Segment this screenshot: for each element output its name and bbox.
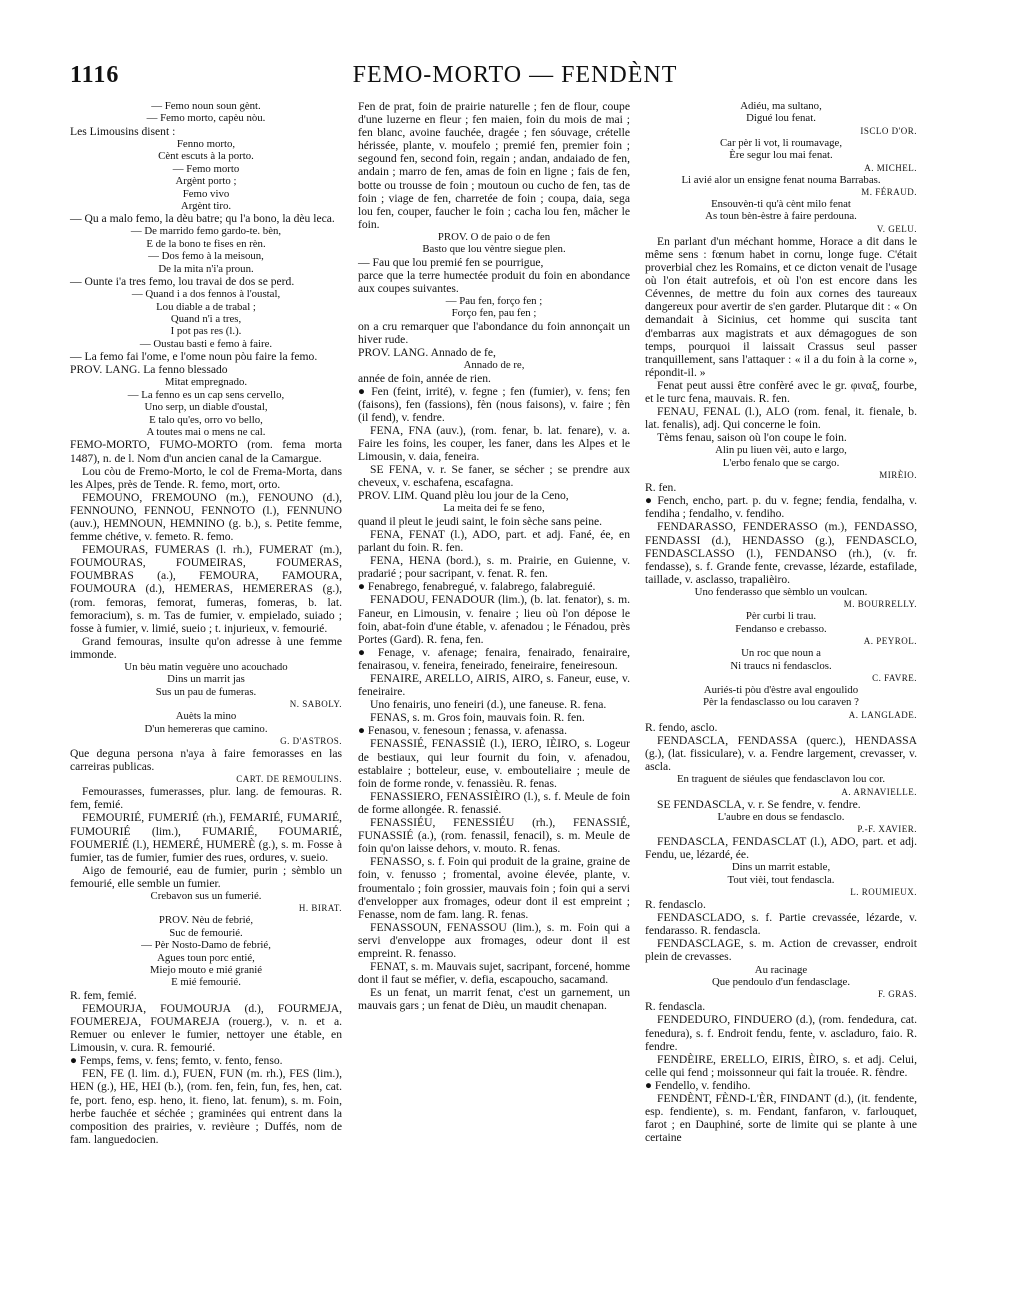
quotation-line: Pèr la fendasclasso ou lou caraven ? — [703, 696, 859, 709]
quotation-line: Au racinage — [754, 963, 808, 976]
quotation-line: Argènt porto ; — [175, 175, 237, 188]
quotation-line: — De marrido femo gardo-te. bèn, — [130, 225, 282, 238]
entry-paragraph: FEMOURJA, FOUMOURJA (d.), FOURMEJA, FOUMEREJA, FOUMAREJA (rouerg.), v. n. et a. Remuer ou enlever le fumier, nettoyer une étable, en Limousin, v. cura. R. femourié. — [70, 1001, 342, 1055]
quotation-line: — Quand i a dos fennos à l'oustal, — [131, 288, 281, 301]
entry-paragraph: FENA, FNA (auv.), (rom. fenar, b. lat. fenare), v. a. Faire les foins, les couper, les faner, dans les Alpes et le Limousin, v. daia, feneira. — [358, 423, 630, 464]
quotation-line: Miejo mouto e mié granié — [149, 964, 263, 976]
quotation-line: As toun bèn-èstre à faire perdouna. — [705, 210, 857, 223]
entry-paragraph: PROV. LANG. La fenno blessado — [70, 363, 228, 377]
quotation-line: Quand n'i a tres, — [170, 312, 242, 325]
entry-paragraph: FENDASCLAGE, s. m. Action de crevasser, endroit plein de crevasses. — [645, 937, 917, 964]
entry-paragraph: Grand femouras, insulte qu'on adresse à une femme immonde. — [70, 634, 342, 661]
quotation-line: — Dos femo à la meisoun, — [148, 250, 264, 263]
entry-paragraph: FENASSIERO, FENASSIÈIRO (l.), s. f. Meule de foin de forme allongée. R. fenassié. — [358, 789, 630, 816]
quotation-line: — Femo morto, capèu nòu. — [146, 112, 266, 125]
quotation-line: — Pau fen, forço fen ; — [445, 295, 543, 308]
quotation-line: Sus un pau de fumeras. — [155, 685, 257, 698]
quotation-line: Un bèu matin veguère uno acouchado — [124, 661, 288, 673]
entry-paragraph: FENAT, s. m. Mauvais sujet, sacripant, forcené, homme dont il faut se méfier, v. defia, escapoucho, sacamand. — [358, 960, 630, 987]
quotation-line: Ensouvèn-ti qu'à cènt milo fenat — [711, 198, 851, 211]
entry-paragraph: quand il pleut le jeudi saint, le foin sèche sans peine. — [358, 514, 603, 528]
citation-source: G. D'ASTROS. — [280, 736, 342, 747]
entry-paragraph: FENA, FENAT (l.), ADO, part. et adj. Fané, ée, en parlant du foin. R. fen. — [358, 527, 630, 555]
quotation-line: Annado de re, — [463, 359, 525, 372]
entry-paragraph: FENDEDURO, FINDUERO (d.), (rom. fendedura, cat. fenedura), s. f. Endroit fendu, fente, v. ascladuro, faio. R. fendre. — [645, 1013, 917, 1053]
entry-paragraph: PROV. LANG. Annado de fe, — [358, 346, 496, 360]
entry-paragraph: Fenat peut aussi être confèré avec le gr. φιναξ, fourbe, et le turc fena, mauvais. R. fen. — [645, 378, 917, 405]
citation-source: MIRÈIO. — [879, 470, 917, 481]
entry-paragraph: — Ounte i'a tres femo, lou travai de dos se perd. — [70, 275, 295, 289]
entry-paragraph: Tèms fenau, saison où l'on coupe le foin. — [657, 431, 847, 445]
quotation-line: — La fenno es un cap sens cervello, — [127, 388, 285, 401]
entry-paragraph: FENDARASSO, FENDERASSO (m.), FENDASSO, FENDASSI (d.), HENDASSO (g.), FENDASCLO, FENDASCLASSO (l.), FENDANSO (rh.), (v. fr. fendasse), s. f. Grande fente, crevasse, lézarde, estafilade, taillade, v. asclasso, trapalièiro. — [645, 520, 917, 586]
citation-source: CART. DE REMOULINS. — [236, 774, 342, 785]
entry-paragraph: FENA, HENA (bord.), s. m. Prairie, en Guienne, v. pradarié ; pour sacripant, v. fenat. R. fen. — [358, 554, 630, 581]
entry-paragraph: Es un fenat, un marrit fenat, c'est un garnement, un mauvais gars ; un fenat de Dièu, un maudit chenapan. — [358, 986, 630, 1013]
entry-paragraph: on a cru remarquer que l'abondance du foin annonçait un hiver rude. — [358, 319, 630, 346]
quotation-line: E de la bono te fises en rèn. — [146, 237, 266, 250]
quotation-line: Cènt escuts à la porto. — [158, 150, 254, 163]
citation-source: A. MICHEL. — [864, 162, 917, 173]
entry-paragraph: ● Fenabrego, fenabregué, v. falabrego, falabreguié. — [358, 580, 596, 594]
entry-paragraph: R. fen. — [645, 481, 677, 495]
entry-paragraph: FEMO-MORTO, FUMO-MORTO (rom. fema morta 1487), n. de l. Nom d'un ancien canal de la Camargue. — [70, 438, 342, 465]
quotation-line: La meita dei fe se feno, — [443, 502, 545, 515]
entry-paragraph: PROV. LIM. Quand plèu lou jour de la Ceno, — [358, 489, 569, 503]
quotation-line: I pot pas res (l.). — [170, 325, 242, 338]
entry-paragraph: FENASSIÉU, FENESSIÉU (rh.), FENASSIÉ, FUNASSIÉ (a.), (rom. fenassil, fenacil), s. m. Meule de foin qu'on laisse dehors, v. mouto. R. fenas. — [358, 816, 630, 856]
entry-paragraph: ● Fenage, v. afenage; fenaira, fenairado, fenairaire, fenairasou, v. feneira, feneirado, feneiraire, feneiresoun. — [358, 645, 630, 672]
entry-paragraph: Femourasses, fumerasses, plur. lang. de femouras. R. fem, femié. — [70, 785, 342, 812]
entry-paragraph: — Qu a malo femo, la dèu batre; qu l'a bono, la dèu leca. — [70, 212, 335, 226]
column-right — [645, 100, 917, 1144]
quotation-line: — Pèr Nosto-Damo de febrié, — [141, 939, 271, 952]
quotation-line: PROV. O de paio o de fen — [437, 230, 551, 243]
entry-paragraph: R. fendascla. — [645, 1000, 706, 1014]
quotation-line: — Femo morto — [172, 162, 240, 175]
quotation-line: — Oustau basti e femo à faire. — [139, 337, 273, 350]
quotation-line: PROV. Nèu de febrié, — [158, 914, 254, 927]
citation-source: ISCLO D'OR. — [860, 125, 917, 136]
quotation-line: Alin pu liuen vèi, auto e largo, — [715, 444, 847, 457]
entry-paragraph: ● Femps, fems, v. fens; femto, v. fento, fenso. — [70, 1054, 283, 1068]
quotation-line: E mié femourié. — [171, 976, 241, 989]
entry-paragraph: FEN, FE (l. lim. d.), FUEN, FUN (m. rh.), FES (lim.), HEN (g.), HE, HEI (b.), (rom. fen, fein, fun, fes, hen, cat. fe, port. feno, esp. heno, it. fieno, lat. fenum), s. m. Foin, herbe fauchée et séchée ; graminées qui entrent dans la composition des prairies, v. revièure ; Duffés, nom de fam. languedocien. — [70, 1067, 342, 1146]
citation-source: F. GRAS. — [877, 989, 917, 1000]
quotation-line: — Femo noun soun gènt. — [151, 100, 261, 112]
column-left — [70, 100, 342, 1146]
quotation-line: Ère segur lou mai fenat. — [729, 149, 833, 162]
entry-paragraph: FENASSIÉ, FENASSIÈ (l.), IERO, IÈIRO, s. Logeur de bestiaux, qui leur fournit du foin, v. afenadou, establaire ; botteleur, euse, v. embouteliaire ; meule de foin de forme ronde, v. fenassièu. R. fenas. — [358, 737, 630, 790]
quotation-line: Dins un marrit jas — [167, 673, 245, 686]
entry-paragraph: Aigo de femourié, eau de fumier, purin ; sèmblo un femourié, elle semble un fumier. — [70, 863, 342, 890]
quotation-line: Pèr curbi li trau. — [745, 610, 817, 623]
quotation-line: Crebavon sus un fumerié. — [150, 889, 262, 902]
quotation-line: Fendanso e crebasso. — [735, 622, 827, 635]
quotation-line: Fenno morto, — [176, 137, 236, 150]
citation-source: A. PEYROL. — [863, 636, 917, 647]
page-header — [70, 62, 960, 96]
entry-paragraph: FENDÈNT, FÈND-L'ÈR, FINDANT (d.), (it. fendente, esp. fendiente), s. m. Fendant, fanfaron, v. farlouquet, farot ; en Dauphiné, sorte de limite qui se plante à une certaine — [645, 1091, 917, 1145]
entry-paragraph: FEMOURIÉ, FUMERIÉ (rh.), FEMARIÉ, FUMARIÉ, FUMOURIÉ (lim.), FUMARIÉ, FOUMARIÉ, FOUMERIÉ (l.), HEMERÉ, HUMERÈ (g.), s. m. Fosse à fumier, tas de fumier, fumier des rues, ordures, v. sueio. — [70, 811, 342, 864]
quotation-line: Forço fen, pau fen ; — [451, 307, 537, 320]
entry-paragraph: Fen de prat, foin de prairie naturelle ; fen de flour, coupe d'une luzerne en fleur ; fen maien, foin du mois de mai ; fen blanc, avoine fauchée, dragée ; fen sóuvage, crételle hérissée, plante, v. moufelo ; premié fen, premier foin ; segound fen, second foin, regain ; andan, andaiado de fen, andain ; marro de fen, amas de foin en ligne ; fais de fen, botte ou trousse de foin ; moutoun ou cucho de fen, tas de foin ; viage de fen, charretée de foin ; coupa, daia, sega lou fen, couper, faucher le foin ; cacha lou fen, mâcher le foin. — [358, 100, 630, 231]
citation-source: H. BIRAT. — [298, 903, 342, 914]
quotation-line: L'erbo fenalo que se cargo. — [722, 456, 840, 469]
quotation-line: Tout vièi, tout fendascla. — [727, 873, 835, 886]
citation-source: V. GELU. — [876, 223, 917, 234]
citation-source: L. ROUMIEUX. — [850, 887, 917, 898]
quotation-line: Argènt tiro. — [180, 199, 232, 212]
entry-paragraph: R. fendo, asclo. — [645, 720, 718, 734]
quotation-line: Que pendoulo d'un fendasclage. — [711, 975, 851, 988]
entry-paragraph: ● Fendello, v. fendiho. — [645, 1078, 751, 1092]
entry-paragraph: ● Fench, encho, part. p. du v. fegne; fendia, fendalha, v. fendiha ; fendalho, v. fendiho. — [645, 494, 917, 521]
citation-source: A. ARNAVIELLE. — [841, 786, 917, 797]
entry-paragraph: FENAS, s. m. Gros foin, mauvais foin. R. fen. — [370, 711, 585, 725]
entry-paragraph: — Fau que lou premié fen se pourrigue, — [358, 255, 544, 269]
citation-source: C. FAVRE. — [872, 672, 917, 683]
entry-paragraph: SE FENA, v. r. Se faner, se sécher ; se prendre aux cheveux, v. eschafena, escafagna. — [358, 463, 630, 490]
entry-paragraph: Uno fenairis, uno feneiri (d.), une faneuse. R. fena. — [370, 698, 607, 712]
entry-paragraph: Que deguna persona n'aya à faire femorasses en las carreiras publicas. — [70, 747, 342, 774]
quotation-line: De la mita n'i'a proun. — [158, 262, 254, 275]
entry-paragraph: FENDASCLA, FENDASCLAT (l.), ADO, part. et adj. Fendu, ue, lézardé, ée. — [645, 835, 917, 862]
entry-paragraph: FENDASCLA, FENDASSA (querc.), HENDASSA (g.), (lat. fissiculare), v. a. Fendre largement, crevasser, v. ascla. — [645, 733, 917, 774]
entry-paragraph: — La femo fai l'ome, e l'ome noun pòu faire la femo. — [70, 350, 318, 364]
quotation-line: Uno fenderasso que sèmblo un voulcan. — [694, 585, 868, 598]
quotation-line: Auriés-ti pòu d'èstre aval engoulido — [703, 683, 859, 696]
entry-paragraph: SE FENDASCLA, v. r. Se fendre, v. fendre. — [657, 797, 861, 811]
entry-paragraph: FENAIRE, ARELLO, AIRIS, AIRO, s. Faneur, euse, v. feneiraire. — [358, 672, 630, 699]
citation-source: M. BOURRELLY. — [843, 599, 917, 610]
running-title: FEMO-MORTO — FENDÈNT — [352, 62, 678, 88]
entry-paragraph: FEMOUNO, FREMOUNO (m.), FENOUNO (d.), FENNOUNO, FENNOU, FENNOTO (l.), FENNUNO (auv.), HEMNOUN, HEMNINO (g. b.), s. Petite femme, femme chétive, v. femeto. R. femo. — [70, 490, 342, 544]
entry-paragraph: FENDASCLADO, s. f. Partie crevassée, lézarde, v. fendarasso. R. fendascla. — [645, 911, 917, 938]
entry-paragraph: parce que la terre humectée produit du foin en abondance aux coupes suivantes. — [358, 268, 630, 295]
citation-source: A. LANGLADE. — [848, 709, 917, 720]
quotation-line: Lou diable a de trabal ; — [156, 300, 256, 313]
quotation-line: Suc de femourié. — [169, 926, 243, 939]
entry-paragraph: R. fendasclo. — [645, 898, 706, 912]
quotation-line: D'un hemereras que camino. — [144, 722, 268, 735]
page-number: 1116 — [70, 62, 120, 88]
column-middle — [358, 100, 630, 1012]
quotation-line: A toutes mai o mens ne cal. — [146, 426, 266, 438]
entry-paragraph: FENASSO, s. f. Foin qui produit de la graine, graine de foin, v. fenusso ; fromental, avoine élevée, plante, v. froumentalo ; foin grossier, mauvais foin ; foin qui a servi d'envelopper aux fromages, odeur dont il est empreint ; Fenasse, nom de fam. lang. R. fenas. — [358, 855, 630, 921]
quotation-line: Auèts la mino — [175, 710, 237, 723]
citation-source: P.-F. XAVIER. — [857, 824, 917, 835]
entry-paragraph: FENASSOUN, FENASSOU (lim.), s. m. Foin qui a servi d'enveloppe aux fromages, odeur dont il est empreint. R. fenasso. — [358, 920, 630, 960]
quotation-line: L'aubre en dous se fendasclo. — [717, 810, 845, 823]
quotation-line: Digué lou fenat. — [746, 112, 816, 125]
quotation-line: Mitat empregnado. — [164, 376, 248, 389]
quotation-line: Adiéu, ma sultano, — [740, 100, 822, 112]
quotation-line: Un roc que noun a — [741, 647, 821, 660]
citation-source: N. SABOLY. — [289, 699, 342, 710]
entry-paragraph: FENDÈIRE, ERELLO, EIRIS, ÈIRO, s. et adj. Celui, celle qui fend ; moissonneur qui fait la trouée. R. fèndre. — [645, 1052, 917, 1079]
entry-paragraph: R. fem, femié. — [70, 988, 137, 1002]
quotation-line: Dins un marrit estable, — [731, 861, 831, 874]
citation-source: M. FÉRAUD. — [861, 187, 917, 198]
quotation-line: Uno serp, un diable d'oustal, — [144, 401, 268, 414]
quotation-line: E talo qu'es, orro vo bello, — [149, 413, 263, 426]
entry-paragraph: Lou còu de Fremo-Morto, le col de Frema-Morta, dans les Alpes, près de Tende. R. femo, mort, orto. — [70, 464, 342, 491]
entry-paragraph: FENAU, FENAL (l.), ALO (rom. fenal, it. fienale, b. lat. fenalis), adj. Qui concerne le foin. — [645, 405, 917, 432]
entry-paragraph: FENADOU, FENADOUR (lim.), (b. lat. fenator), s. m. Faneur, en Limousin, v. fenaire ; lieu où l'on dépose le foin, abat-foin d'une étable, v. afenadou ; le Fénadou, près Portes (Gard). R. fena, fen. — [358, 593, 630, 646]
quotation-line: Car pèr li vot, li roumavage, — [719, 136, 843, 149]
entry-paragraph: ● Fenasou, v. fenesoun ; fenassa, v. afenassa. — [358, 724, 567, 738]
quotation-line: Basto que lou vèntre siegue plen. — [422, 243, 566, 256]
entry-paragraph: En parlant d'un méchant homme, Horace a dit dans le même sens : fœnum habet in cornu, longe fuge. C'était proverbial chez les Romains, et ce dicton venait de l'usage où l'on était autrefois, et où l'on est encore dans les Cévennes, de mettre du foin aux cornes des taureaux dangereux pour avertir de s'en garder. Plutarque dit : « On demandait à Sicinius, cet homme qui suscita tant d'embarras aux magistrats et aux démagogues de son temps, pourquoi il laissait Crassus seul passer tranquillement, sans l'attaquer : « il a du foin à la corne », répondit-il. » — [645, 234, 917, 379]
quotation-line: Ni traucs ni fendasclos. — [730, 659, 832, 672]
quotation-line: Li avié alor un ensigne fenat nouma Barrabas. — [681, 173, 881, 186]
entry-paragraph: année de foin, année de rien. — [358, 371, 491, 385]
entry-paragraph: FEMOURAS, FUMERAS (l. rh.), FUMERAT (m.), FOUMOURAS, FOUMEIRAS, FOUMERAS, FOUMBRAS (a.), FEMOURA, FAMOURA, FOUMOURA (d.), HEMERAS, HEMERERAS (g.), (rom. femoras, femorat, fumeras, fomeras, b. lat. femoracium), s. m. Tas de fumier, v. empielado, suiado ; fosse à fumier, v. limié, sueio ; t. injurieux, v. femourié. — [70, 543, 342, 635]
entry-paragraph: ● Fen (feint, irrité), v. fegne ; fen (fumier), v. fens; fen (faisons), fen (fassions), fèn (nous faisons), v. faire ; fèn (il fend), v. fendre. — [358, 384, 630, 424]
quotation-line: Agues toun porc entié, — [157, 951, 255, 964]
quotation-line: En traguent de siéules que fendasclavon lou cor. — [676, 773, 886, 786]
entry-paragraph: Les Limousins disent : — [70, 124, 176, 138]
quotation-line: Femo vivo — [182, 187, 230, 200]
